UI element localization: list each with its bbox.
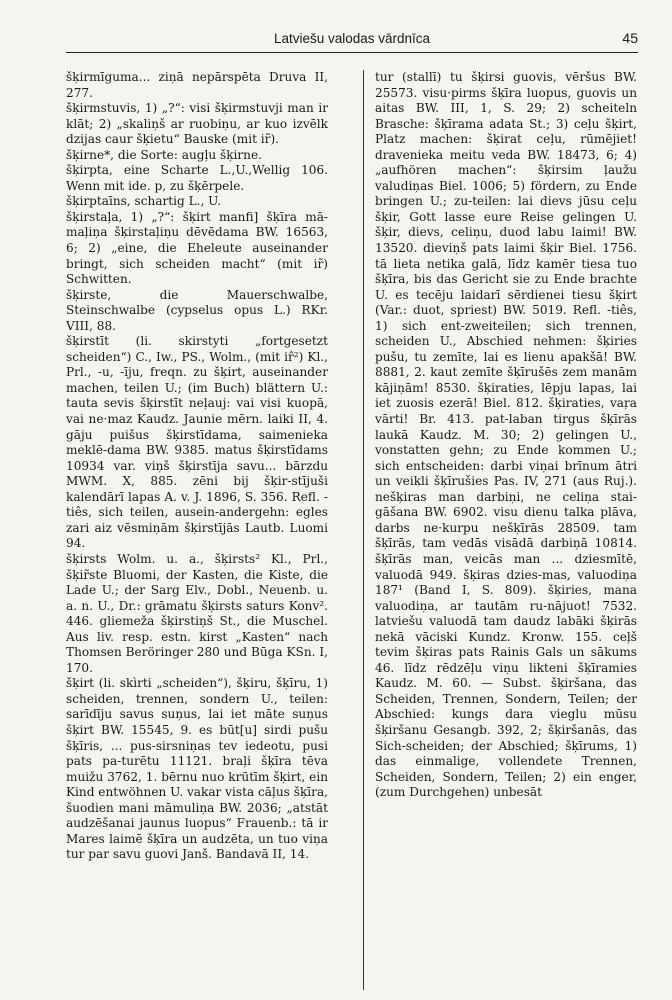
entry-skirsts: šķirsts Wolm. u. a., šķirsts² Kl., Prl., šķir̃ste Bluomi, der Kasten, die Kiste, die Lade U.; der Sarg Elv., Dobl., Neuenb. u. a. n. U., Dr.: grāmatu šķirsts saturs Konv². 446. gliemeža šķirstiņš St., die Muschel. Aus liv. resp. estn. kirst „Kasten“ nach Thomsen Beröringer 280 und Būga KSn. I, 170. xyxy=(66,551,328,675)
entry-skirste: šķirste, die Mauerschwalbe, Steinschwalbe (cypselus opus L.) RKr. VIII, 88. xyxy=(66,287,328,333)
left-column xyxy=(66,70,328,990)
entry-skirmiguma: šķirmīguma... ziņā nepārspēta Druva II, 277. xyxy=(66,70,328,100)
page-header xyxy=(66,28,638,53)
entry-skirptains: šķirptaīns, schartig L., U. xyxy=(66,194,222,209)
entry-skirstala: šķirstaļa, 1) „?“: šķirt manfi] šķīra mā-maļiņa šķirstaļiņu dēvēdama BW. 16563, 6; 2) „eine, die Eheleute auseinander bringt, sich scheiden macht“ (mit ir̃) Schwitten. xyxy=(66,209,328,287)
entry-skirstit: šķirstīt (li. skirstyti „fortgesetzt scheiden“) C., Iw., PS., Wolm., (mit ir̂²) Kl., Prl., -u, -īju, freqn. zu šķirt, auseinander machen, teilen U.; (im Buch) blättern U.: tauta sevis šķirstīt neļauj: vai visi kuopā, vai ne·maz Kaudz. Jaunie mērn. laiki II, 4. gāju puišus šķirstīdama, saimenieka meklē-dama BW. 9385. matus šķirstīdams 10934 var. viņš šķirstīja savu... bārzdu MWM. X, 885. zēni bij šķir-stījuši kalendārī lapas A. v. J. 1896, S. 356. Refl. -tiês, sich teilen, ausein-andergehn: egles zari aiz vēsmiņām šķirstījās Lautb. Luomi 94. xyxy=(66,334,328,551)
running-title: Latviešu valodas vārdnīca xyxy=(273,31,431,46)
entry-skirt-continued: tur (stallī) tu šķirsi guovis, vēršus BW. 25573. visu·pirms šķīra luopus, guovis un aitas BW. III, 1, S. 29; 2) scheiteln Brasche: šķīrama adata St.; 3) ceļu šķirt, Platz machen: šķirat ceļu, rūmējiet! dravenieka meitu veda BW. 18473, 6; 4) „aufhören machen“: šķirsim ļaužu valudiņas Biel. 1006; 5) fördern, zu Ende bringen U.; zu-teilen: lai dievs jūsu ceļu šķir, Gott lasse eure Reise gelingen U. šķir, dievs, celiņu, duod labu laimi! BW. 13520. dieviņš pats laimi šķir Biel. 1756. tā lieta netika galā, līdz kamēr tiesa tuo šķīra, bis das Gericht sie zu Ende brachte U. es tecēju laidarī sērdienei tiesu šķirt (Var.: duot, spriest) BW. 5019. Refl. -tiês, 1) sich ent-zweiteilen; sich trennen, scheiden U., Abschied nehmen: šķiries pušu, tu zemīte, lai es lienu apakšā! BW. 8881, 2. kaut zemīte šķīrušēs zem manām kājiņām! 8530. šķiraties, lēpju lapas, lai iet zuosis ezerā! Biel. 812. šķiraties, vaŗa vārti! Br. 413. pat-laban tirgus šķīrās laukā Kaudz. M. 30; 2) gelingen U., vonstatten gehn; zu Ende kommen U.; sich entscheiden: darbi viņai brīnum ātri un veikli šķīrušies Pas. IV, 271 (aus Ruj.). nešķiras man darbiņi, ne celiņa stai-gāšana BW. 6902. visu dienu talka plāva, darbs ne·kurpu nešķīrās 28509. tam šķīrās, tam vedās visādā darbiņā 10814. šķīrās man, veicās man ... dziesmītē, valuodā 949. šķiras dzies-mas, valuodiņa 187¹ (Band I, S. 809). šķiries, mana valuodiņa, ar tautām ru-nājuot! 7532. latviešu valuodā tam daudz labāki šķirās nekā vāciski Kundz. Kronw. 155. ceļš tevim šķiras pats Rainis Gals un sākums 46. līdz rēdzēļu viņu likteni šķīramies Kaudz. M. 60. — Subst. šķiršana, das Scheiden, Trennen, Sondern, Teilen; der Abschied: kungs dara vieglu mūsu šķiršanu Gesangb. 392, 2; šķiršanās, das Sich-scheiden; der Abschied; šķīrums, 1) das einmalige, vollendete Trennen, Scheiden, Sondern, Teilen; 2) ein enger, (zum Durchgehen) unbesāt xyxy=(375,70,637,800)
page-number: 45 xyxy=(622,30,638,46)
entry-skirmstuvis: šķirmstuvis, 1) „?“: visi šķirmstuvji man ir klāt; 2) „skaliņš ar ruobiņu, ar kuo izvēlk dzijas caur šķietu“ Bauske (mit ir̃). xyxy=(66,101,328,147)
entry-skirne: šķirne*, die Sorte: augļu šķirne. xyxy=(66,147,262,162)
column-divider xyxy=(363,70,364,990)
right-column xyxy=(375,70,637,990)
entry-skirt: šķirt (li. skìrti „scheiden“), šķiru, šķīru, 1) scheiden, trennen, sondern U., teilen: sarīdīju savus suņus, lai iet māte suņus šķirt BW. 15545, 9. es būt[u] sirdi pušu šķīris, ... pus-sirsniņas tev iedeotu, pusi pats pa-turētu 11121. braļi šķīra tēva muižu 3762, 1. bērnu nuo krūtīm šķirt, ein Kind entwöhnen U. vakar vista cāļus šķīra, šuodien mani māmuliņa BW. 2036; „atstāt audzēšanai jaunus luopus“ Frauenb.: tā ir Mares laimē šķīra un audzēta, un tuo viņa tur par savu guovi Janš. Bandavā II, 14. xyxy=(66,676,328,862)
entry-skirpta: šķirpta, eine Scharte L.,U.,Wellig 106. Wenn mit ide. p, zu šķērpele. xyxy=(66,163,328,193)
